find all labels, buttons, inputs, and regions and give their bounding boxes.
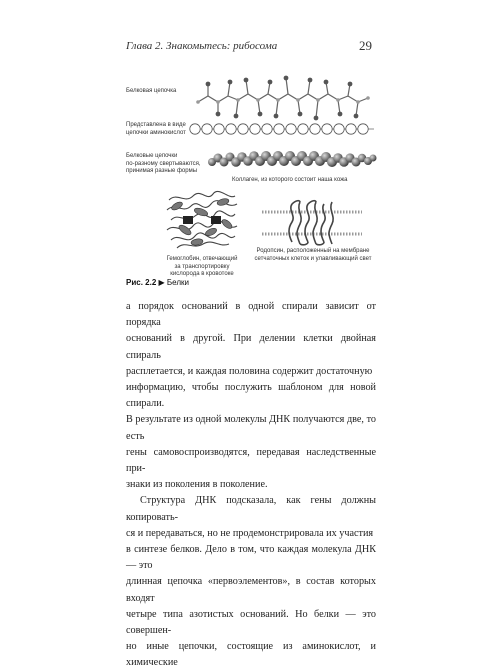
label-folding: Белковые цепочки по-разному свертываются, принимая разные формы	[126, 153, 201, 174]
paragraph: Структура ДНК подсказала, как гены должны копировать- ся и передаваться, но не продемонстрировала их участия в синтезе белков. Дело в том, что каждая молекула ДНК — это длинная цепочка «первоэлементов», в состав которых входят четыре типа азотистых оснований. Но белки — это совершен- но иные цепочки, состоящие из аминокислот, и химические	[126, 495, 376, 669]
label-rhodopsin: Родопсин, расположенный на мембране сетчаточных клеток и улавливающий свет	[254, 248, 372, 262]
protein-chain-illustration	[196, 72, 371, 122]
running-head: Глава 2. Знакомьтесь: рибосома	[126, 40, 278, 52]
collagen-illustration	[208, 148, 378, 172]
caption-arrow-icon: ▶	[158, 278, 165, 287]
page-number: 29	[359, 38, 372, 53]
figure-title: Белки	[166, 278, 189, 287]
rhodopsin-illustration	[262, 200, 362, 246]
figure-number: Рис. 2.2	[126, 278, 157, 287]
amino-acid-bead-chain	[188, 122, 378, 136]
hemoglobin-illustration	[163, 190, 241, 252]
figure-caption	[126, 278, 189, 287]
label-collagen: Коллаген, из которого состоит наша кожа	[232, 177, 348, 183]
label-hemoglobin: Гемоглобин, отвечающий за транспортировку кислорода в кровотоке	[166, 256, 238, 277]
paragraph: а порядок оснований в одной спирали зависит от порядка оснований в другой. При делении клетки двойная спираль расплетается, и каждая половина содержит достаточную информацию, чтобы послужить шаблоном для новой спирали. В результате из одной молекулы ДНК получаются две, то есть гены самовоспроизводятся, передавая наследственные при- знаки из поколения в поколение.	[126, 301, 376, 491]
label-protein-chain: Белковая цепочка	[126, 88, 177, 94]
body-text	[126, 299, 376, 672]
label-amino-acid-chain: Представлена в виде цепочки аминокислот	[126, 122, 186, 136]
